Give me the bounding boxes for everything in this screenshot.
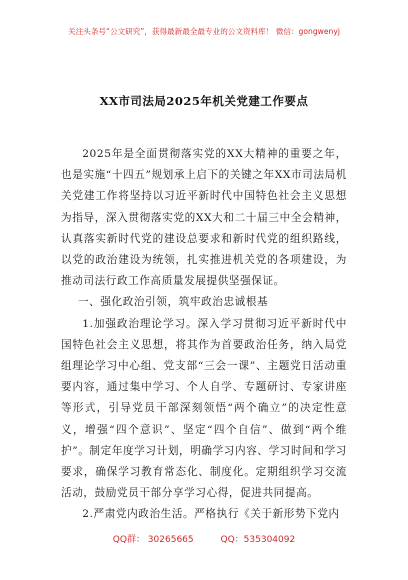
body-paragraph: 2.严肃党内政治生活。严格执行《关于新形势下党内 <box>82 508 340 521</box>
qq-group: QQ群： 30265665 <box>112 535 194 545</box>
document-title: XX市司法局2025年机关党建工作要点 <box>99 94 309 108</box>
intro-paragraph: 2025年是全面贯彻落实党的XX大精神的重要之年，也是实施“十四五”规划承上启下的关键之年XX市司法局机关党建工作将坚持以习近平新时代中国特色社会主义思想为指导，深入贯彻落实党的XX大和二十届三中全会精神，认真落实新时代党的建设总要求和新时代党的组织路线，以党的政治建设为统领，扎实推进机关党的各项建设，为推动司法行政工作高质量发展提供坚强保证。 <box>61 148 347 288</box>
qq-number: QQ：535304092 <box>220 535 296 545</box>
document-body <box>61 144 347 526</box>
section-heading: 一、强化政治引领，筑牢政治忠诚根基 <box>77 296 269 309</box>
promo-banner: 关注头条号“公文研究”，获得最新最全最专业的公文资料库！ 微信：gongwenyj <box>68 27 340 36</box>
contact-footer <box>0 532 408 545</box>
body-paragraph: 1.加强政治理论学习。深入学习贯彻习近平新时代中国特色社会主义思想，将其作为首要政治任务，纳入局党组理论学习中心组、党支部“三会一课”、主题党日活动重要内容，通过集中学习、个人自学、专题研讨、专家讲座等形式，引导党员干部深刻领悟“两个确立”的决定性意义，增强“四个意识”、坚定“四个自信”、做到“两个维护”。制定年度学习计划，明确学习内容、学习时间和学习要求，确保学习教育常态化、制度化。定期组织学习交流活动，鼓励党员干部分享学习心得，促进共同提高。 <box>61 317 347 500</box>
